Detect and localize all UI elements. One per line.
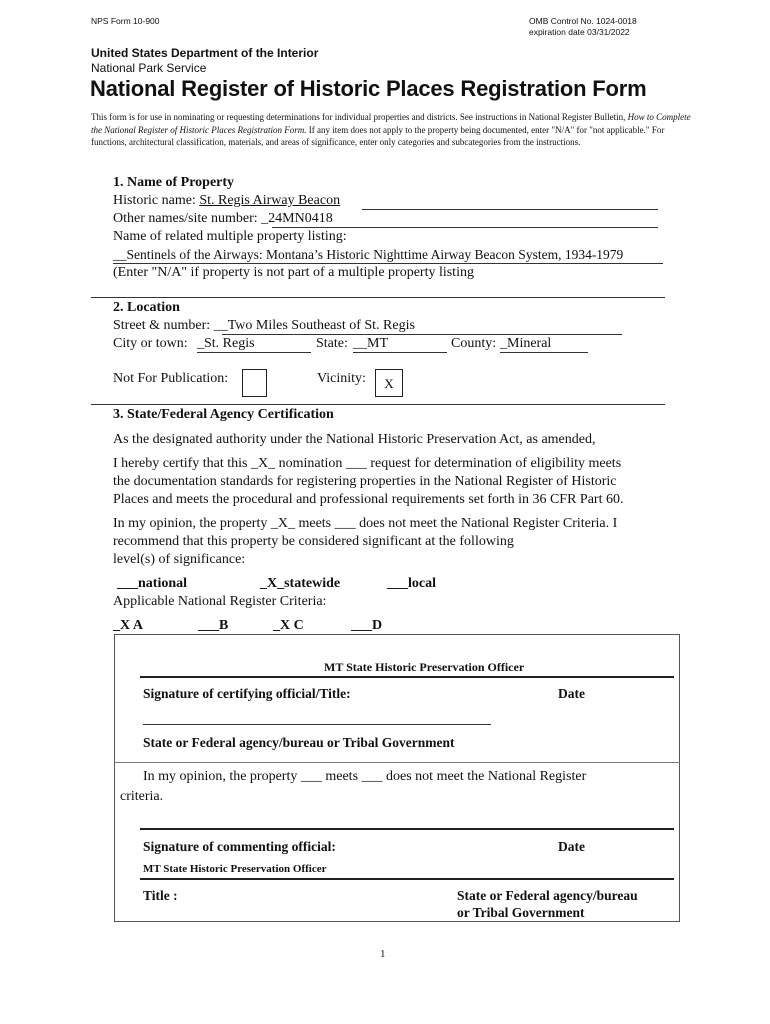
related-label: Name of related multiple property listing: (113, 229, 347, 244)
vicinity-checkbox[interactable]: X (375, 369, 403, 397)
certify-line-3: Places and meets the procedural and professional requirements set forth in 36 CFR Part 60. (113, 492, 624, 507)
agency-line[interactable] (143, 724, 491, 725)
page-title: National Register of Historic Places Registration Form (90, 76, 647, 101)
officer-title: MT State Historic Preservation Officer (324, 660, 525, 674)
county-label: County: (451, 336, 497, 351)
other-names-row (113, 211, 333, 227)
page-number: 1 (380, 948, 386, 960)
agency-label: State or Federal agency/bureau or Tribal Government (143, 735, 455, 750)
opinion-line-3: level(s) of significance: (113, 552, 246, 567)
section2-heading: 2. Location (113, 300, 180, 315)
commenting-opinion-1: In my opinion, the property ___ meets ___ does not meet the National Register (143, 769, 587, 784)
section1-heading: 1. Name of Property (113, 175, 235, 190)
na-note: (Enter "N/A" if property is not part of a multiple property listing (113, 265, 474, 280)
agency: National Park Service (91, 61, 207, 75)
street-value: __Two Miles Southeast of St. Regis (213, 318, 415, 333)
title-label: Title : (143, 888, 178, 903)
historic-name-value: St. Regis Airway Beacon (199, 193, 341, 208)
historic-name-row (113, 193, 340, 209)
signature-label: Signature of certifying official/Title: (143, 686, 351, 701)
form-number: NPS Form 10-900 (91, 16, 160, 26)
level-local: ___local (387, 576, 436, 591)
street-line (222, 334, 622, 335)
related-value: __Sentinels of the Airways: Montana’s Historic Nighttime Airway Beacon System, 1934-1979 (113, 247, 624, 262)
not-for-publication-checkbox[interactable] (242, 369, 267, 397)
agency-bureau-2: or Tribal Government (457, 905, 585, 920)
city-value: _St. Regis (197, 336, 255, 351)
criteria-c: _X C (273, 618, 304, 633)
related-line (113, 263, 663, 264)
other-names-value: _24MN0418 (261, 211, 333, 226)
certify-line-2: the documentation standards for registering properties in the National Register of Historic (113, 474, 617, 489)
intro-part1: This form is for use in nominating or requesting determinations for individual properties and districts. See instructions in National Register Bulletin, (91, 112, 628, 122)
agency-bureau-1: State or Federal agency/bureau (457, 888, 638, 903)
intro-italic: How to Complete the National Register of Historic Places Registration Form. (91, 112, 691, 135)
intro-text (91, 111, 691, 149)
authority-text: As the designated authority under the National Historic Preservation Act, as amended, (113, 432, 596, 447)
other-names-label: Other names/site number: (113, 211, 262, 226)
criteria-a: _X A (113, 618, 143, 633)
signature-line-2[interactable] (140, 828, 674, 830)
state-value: __MT (353, 336, 388, 351)
omb-control: OMB Control No. 1024-0018 (529, 16, 637, 26)
state-line (353, 352, 447, 353)
city-label: City or town: (113, 336, 188, 351)
section3-heading: 3. State/Federal Agency Certification (113, 407, 334, 422)
level-national: ___national (117, 576, 188, 591)
city-line (197, 352, 311, 353)
commenting-signature-label: Signature of commenting official: (143, 839, 336, 854)
criteria-label: Applicable National Register Criteria: (113, 594, 327, 609)
commenting-opinion-2: criteria. (120, 789, 164, 804)
signature-line-1[interactable] (140, 676, 674, 678)
divider-2 (91, 404, 665, 405)
historic-name-label: Historic name: (113, 193, 200, 208)
date-label-2: Date (558, 839, 585, 854)
criteria-b: ___B (198, 618, 229, 633)
criteria-d: ___D (351, 618, 383, 633)
certify-line-1: I hereby certify that this _X_ nomination ___ request for determination of eligibility meets (113, 456, 622, 471)
expiration-date: expiration date 03/31/2022 (529, 27, 630, 37)
opinion-line-1: In my opinion, the property _X_ meets ___ does not meet the National Register Criteria. I (113, 516, 618, 531)
street-row (113, 318, 415, 334)
street-label: Street & number: (113, 318, 214, 333)
county-line (500, 352, 588, 353)
divider-1 (91, 297, 665, 298)
county-value: _Mineral (500, 336, 552, 351)
opinion-line-2: recommend that this property be considered significant at the following (113, 534, 514, 549)
box-divider (114, 762, 680, 763)
historic-name-line (362, 209, 658, 210)
intro-part2: If any item does not apply to the property being documented, enter "N/A" for "not applicable." For functions, architectural classification, materials, and areas of significance, enter only categories and subcategories from the instructions. (91, 124, 665, 147)
vicinity-label: Vicinity: (317, 371, 366, 386)
date-label: Date (558, 686, 585, 701)
state-label: State: (316, 336, 348, 351)
level-statewide: _X_statewide (260, 576, 341, 591)
officer-title-2: MT State Historic Preservation Officer (143, 863, 327, 875)
other-names-line (272, 227, 658, 228)
not-for-publication-label: Not For Publication: (113, 371, 229, 386)
title-line[interactable] (140, 878, 674, 880)
department: United States Department of the Interior (91, 46, 319, 60)
